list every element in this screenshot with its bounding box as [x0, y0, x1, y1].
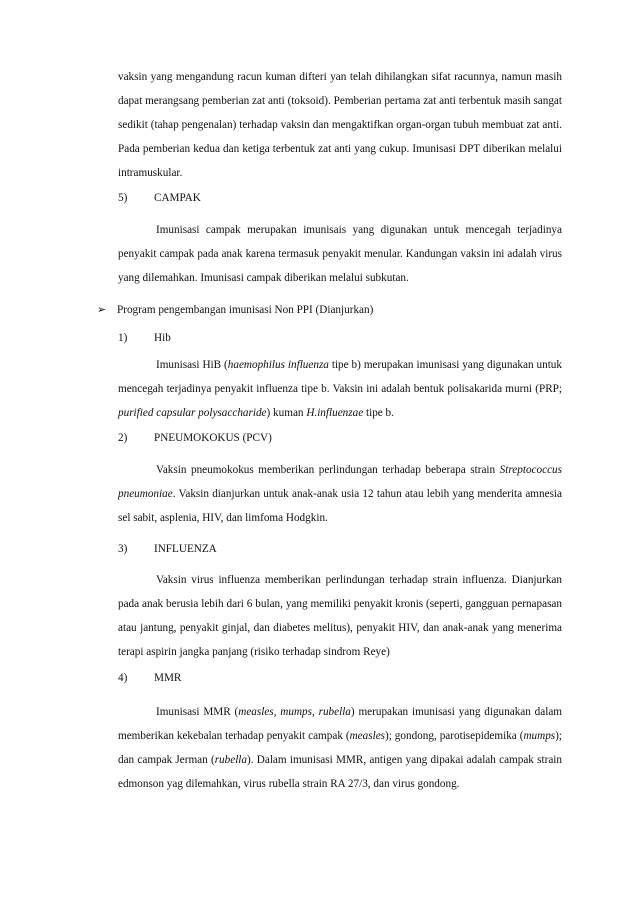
item-number-hib: 1) [118, 332, 128, 344]
text-run: . Vaksin dianjurkan untuk anak-anak usia 12 tahun atau lebih yang menderita amnesia sel sabit, asplenia, HIV, dan limfoma Hodgkin. [118, 488, 562, 524]
italic-text: mumps [523, 730, 556, 742]
text-run: tipe b. [363, 407, 394, 419]
italic-text: Streptococcus pneumoniae [118, 464, 562, 500]
text-run: Imunisasi HiB ( [156, 359, 228, 371]
italic-text: purified capsular polysaccharide [118, 407, 267, 419]
heading-campak: CAMPAK [154, 192, 201, 204]
text-run: Vaksin virus influenza memberikan perlindungan terhadap strain influenza. Dianjurkan pada anak berusia lebih dari 6 bulan, yang memiliki penyakit kronis (seperti, gangguan pernapasan atau jantung, penyakit ginjal, dan diabetes melitus), penyakit HIV, dan anak-anak yang menerima terapi aspirin jangka panjang (risiko terhadap sindrom Reye) [118, 574, 562, 658]
italic-text: H.influenzae [306, 407, 364, 419]
text-run: Vaksin pneumokokus memberikan perlindungan terhadap beberapa strain [156, 464, 500, 476]
text-run: ) kuman [266, 407, 307, 419]
italic-text: measles, mumps, rubella [238, 706, 351, 718]
paragraph-mmr [118, 700, 562, 796]
paragraph-dpt [118, 65, 562, 185]
item-number-campak: 5) [118, 192, 128, 204]
italic-text: rubella [214, 754, 248, 766]
italic-text: haemophilus influenza [227, 359, 329, 371]
text-run: ). Dalam imunisasi MMR, antigen yang dipakai adalah campak strain edmonson yag dilemahkan, virus rubella strain RA 27/3, dan virus gondong. [118, 754, 562, 790]
text-run: ); dan campak Jerman ( [118, 730, 562, 766]
bullet-text: Program pengembangan imunisasi Non PPI (Dianjurkan) [117, 304, 374, 316]
text-run: Imunisasi MMR ( [156, 706, 239, 718]
heading-hib: Hib [154, 332, 171, 344]
arrow-bullet-icon: ➢ [97, 303, 107, 316]
heading-pcv: PNEUMOKOKUS (PCV) [154, 432, 272, 444]
paragraph-hib [118, 353, 562, 425]
text-run: ); gondong, parotisepidemika ( [385, 730, 524, 742]
paragraph-pcv [118, 458, 562, 530]
paragraph-influenza [118, 568, 562, 664]
bullet-program-non-ppi [97, 298, 373, 322]
text-run: Imunisasi campak merupakan imunisais yang digunakan untuk mencegah terjadinya penyakit campak pada anak karena termasuk penyakit menular. Kandungan vaksin ini adalah virus yang dilemahkan. Imunisasi campak diberikan melalui subkutan. [118, 224, 562, 284]
italic-text: measles [349, 730, 386, 742]
item-number-pcv: 2) [118, 432, 128, 444]
heading-influenza: INFLUENZA [154, 543, 217, 555]
item-number-mmr: 4) [118, 672, 128, 684]
item-number-influenza: 3) [118, 543, 128, 555]
text-run: tipe b) merupakan imunisasi yang digunakan untuk mencegah terjadinya penyakit influenza tipe b. Vaksin ini adalah bentuk polisakarida murni (PRP; [118, 359, 562, 395]
heading-mmr: MMR [154, 672, 182, 684]
text-run: ) merupakan imunisasi yang digunakan dalam memberikan kekebalan terhadap penyakit campak ( [118, 706, 562, 742]
paragraph-campak [118, 218, 562, 290]
text-run: vaksin yang mengandung racun kuman difteri yan telah dihilangkan sifat racunnya, namun masih dapat merangsang pemberian zat anti (toksoid). Pemberian pertama zat anti terbentuk masih sangat sedikit (tahap pengenalan) terhadap vaksin dan mengaktifkan organ-organ tubuh membuat zat anti. Pada pemberian kedua dan ketiga terbentuk zat anti yang cukup. Imunisasi DPT diberikan melalui intramuskular. [118, 71, 562, 179]
